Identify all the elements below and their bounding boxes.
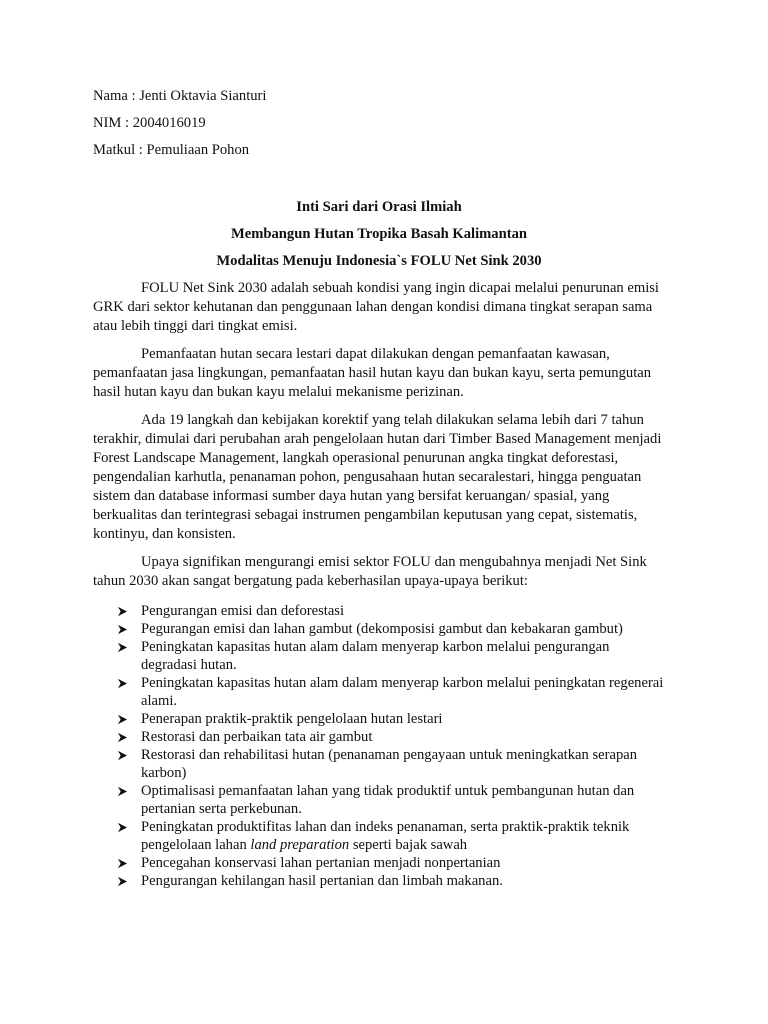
- list-item: Pencegahan konservasi lahan pertanian menjadi nonpertanian: [93, 854, 665, 872]
- document-subtitle: Membangun Hutan Tropika Basah Kalimantan: [230, 226, 527, 242]
- arrowhead-bullet-icon: [117, 638, 129, 656]
- list-item: Penerapan praktik-praktik pengelolaan hutan lestari: [93, 710, 665, 728]
- arrowhead-bullet-icon: [117, 710, 129, 728]
- arrowhead-bullet-icon: [117, 746, 129, 764]
- list-item: Peningkatan kapasitas hutan alam dalam menyerap karbon melalui peningkatan regenerai alami.: [93, 674, 665, 710]
- paragraph-sustainable-forest: Pemanfaatan hutan secara lestari dapat dilakukan dengan pemanfaatan kawasan, pemanfaatan jasa lingkungan, pemanfaatan hasil hutan kayu dan bukan kayu, serta pemungutan hasil hutan kayu dan bukan kayu melalui mekanisme perizinan.: [93, 346, 652, 400]
- efforts-list: [93, 602, 665, 890]
- list-item: Restorasi dan rehabilitasi hutan (penanaman pengayaan untuk meningkatkan serapan karbon): [93, 746, 665, 782]
- list-item: Pengurangan kehilangan hasil pertanian dan limbah makanan.: [93, 872, 665, 890]
- paragraph-corrective-steps: Ada 19 langkah dan kebijakan korektif yang telah dilakukan selama lebih dari 7 tahun terakhir, dimulai dari perubahan arah pengelolaan hutan dari Timber Based Management menjadi Forest Landscape Management, langkah operasional penurunan angka tingkat deforestasi, pengendalian karhutla, penanaman pohon, pengusahaan hutan secaralestari, hingga penguatan sistem dan database informasi sumber daya hutan yang bersifat keruangan/ spasial, yang berkualitas dan terintegrasi sebagai instrumen pengambilan keputusan yang cepat, sistematis, kontinyu, dan konsisten.: [93, 412, 662, 542]
- arrowhead-bullet-icon: [117, 674, 129, 692]
- document-title: Inti Sari dari Orasi Ilmiah: [296, 199, 462, 215]
- course-name: Matkul : Pemuliaan Pohon: [93, 142, 250, 158]
- document-headings: [93, 197, 665, 278]
- student-nim: NIM : 2004016019: [93, 115, 206, 131]
- student-name: Nama : Jenti Oktavia Sianturi: [93, 88, 267, 104]
- list-item: Pengurangan emisi dan deforestasi: [93, 602, 665, 620]
- arrowhead-bullet-icon: [117, 782, 129, 800]
- list-item: Optimalisasi pemanfaatan lahan yang tidak produktif untuk pembangunan hutan dan pertanian serta perkebunan.: [93, 782, 665, 818]
- document-page: [93, 86, 665, 890]
- arrowhead-bullet-icon: [117, 602, 129, 620]
- arrowhead-bullet-icon: [117, 728, 129, 746]
- arrowhead-bullet-icon: [117, 854, 129, 872]
- list-item: Pegurangan emisi dan lahan gambut (dekomposisi gambut dan kebakaran gambut): [93, 620, 665, 638]
- paragraph-significant-efforts: Upaya signifikan mengurangi emisi sektor FOLU dan mengubahnya menjadi Net Sink tahun 2030 akan sangat bergatung pada keberhasilan upaya-upaya berikut:: [93, 554, 647, 589]
- document-subtitle-2: Modalitas Menuju Indonesia`s FOLU Net Sink 2030: [216, 253, 542, 269]
- arrowhead-bullet-icon: [117, 818, 129, 836]
- list-item: Peningkatan produktifitas lahan dan indeks penanaman, serta praktik-praktik teknik pengelolaan lahan land preparation seperti bajak sawah: [93, 818, 665, 854]
- arrowhead-bullet-icon: [117, 872, 129, 890]
- paragraph-folu-definition: FOLU Net Sink 2030 adalah sebuah kondisi yang ingin dicapai melalui penurunan emisi GRK dari sektor kehutanan dan penggunaan lahan dengan kondisi dimana tingkat serapan sama atau lebih tinggi dari tingkat emisi.: [93, 280, 659, 334]
- list-item: Peningkatan kapasitas hutan alam dalam menyerap karbon melalui pengurangan degradasi hutan.: [93, 638, 665, 674]
- list-item: Restorasi dan perbaikan tata air gambut: [93, 728, 665, 746]
- arrowhead-bullet-icon: [117, 620, 129, 638]
